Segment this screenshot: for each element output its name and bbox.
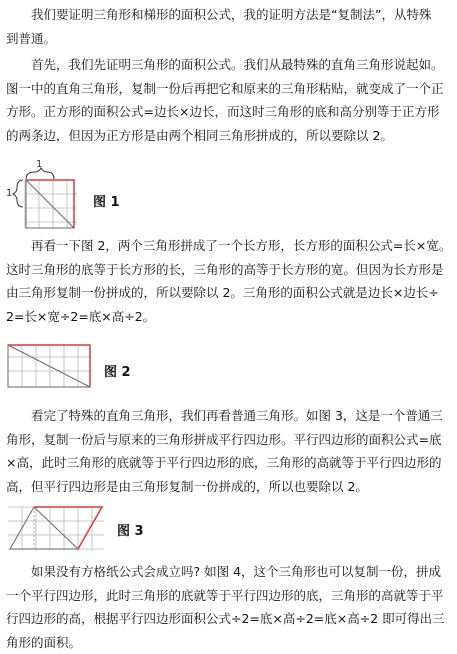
text-line: 图一中的直角三角形，复制一份后再把它和原来的三角形粘贴，就变成了一个正	[6, 80, 444, 96]
text-line: 我们要证明三角形和梯形的面积公式，我的证明方法是“复制法”，从特殊	[6, 7, 432, 22]
text-line: 由三角形复制一份拼成的，所以要除以 2。三角形的面积公式就是边长×边长÷	[6, 285, 439, 301]
text-line: 2=长×宽÷2=底×高÷2。	[6, 308, 156, 324]
paragraph-1	[6, 3, 454, 50]
text-line: 看完了特殊的直角三角形，我们再看普通三角形。如图 3，这是一个普通三	[6, 408, 443, 423]
figure-1-side-brace	[13, 180, 23, 207]
text-line: 的两条边，但因为正方形是由两个相同三角形拼成的，所以要除以 2。	[6, 127, 393, 143]
figure-2-diagram	[6, 343, 92, 391]
figure-1-top-label: 1	[36, 159, 43, 170]
text-line: 首先，我们先证明三角形的面积公式。我们从最特殊的直角三角形说起如。	[6, 57, 444, 72]
text-line: 到普通。	[6, 30, 57, 46]
figure-3-caption: 图 3	[117, 524, 144, 539]
figure-1-top-brace	[26, 168, 54, 179]
text-line: 一个平行四边形，此时三角形的底就等于平行四边形的底，三角形的高就等于平	[6, 587, 444, 603]
paragraph-3	[6, 234, 454, 328]
text-line: 行四边形的高，根据平行四边形面积公式÷2=底×高÷2=底×高÷2 即可得出三	[6, 611, 445, 627]
text-line: 角形，复制一份后与原来的三角形拼成平行四边形。平行四边形的面积公式=底	[6, 431, 442, 447]
text-line: 高，但平行四边形是由三角形复制一份拼成的，所以也要除以 2。	[6, 478, 368, 494]
figure-1-caption: 图 1	[93, 195, 120, 210]
figure-2-caption: 图 2	[104, 365, 131, 380]
text-line: 角形的面积。	[6, 634, 82, 650]
original-triangle	[10, 507, 78, 549]
text-line: 再看一下图 2，两个三角形拼成了一个长方形，长方形的面积公式=长×宽。	[6, 238, 452, 253]
figure-1-side-label: 1	[6, 188, 13, 199]
text-line: 这时三角形的底等于长方形的长，三角形的高等于长方形的宽。但因为长方形是	[6, 261, 444, 277]
figure-3-diagram	[6, 503, 106, 555]
figure-1-diagram	[4, 158, 80, 230]
paragraph-4	[6, 404, 454, 498]
paragraph-5	[6, 560, 454, 654]
text-line: 如果没有方格纸公式会成立吗? 如图 4，这个三角形也可以复制一份，拼成	[6, 564, 442, 579]
text-line: 方形。正方形的面积公式=边长×边长，而这时三角形的底和高分别等于正方形	[6, 104, 440, 120]
text-line: ×高，此时三角形的底就等于平行四边形的底，三角形的高就等于平行四边形的	[6, 455, 442, 471]
paragraph-2	[6, 53, 454, 147]
